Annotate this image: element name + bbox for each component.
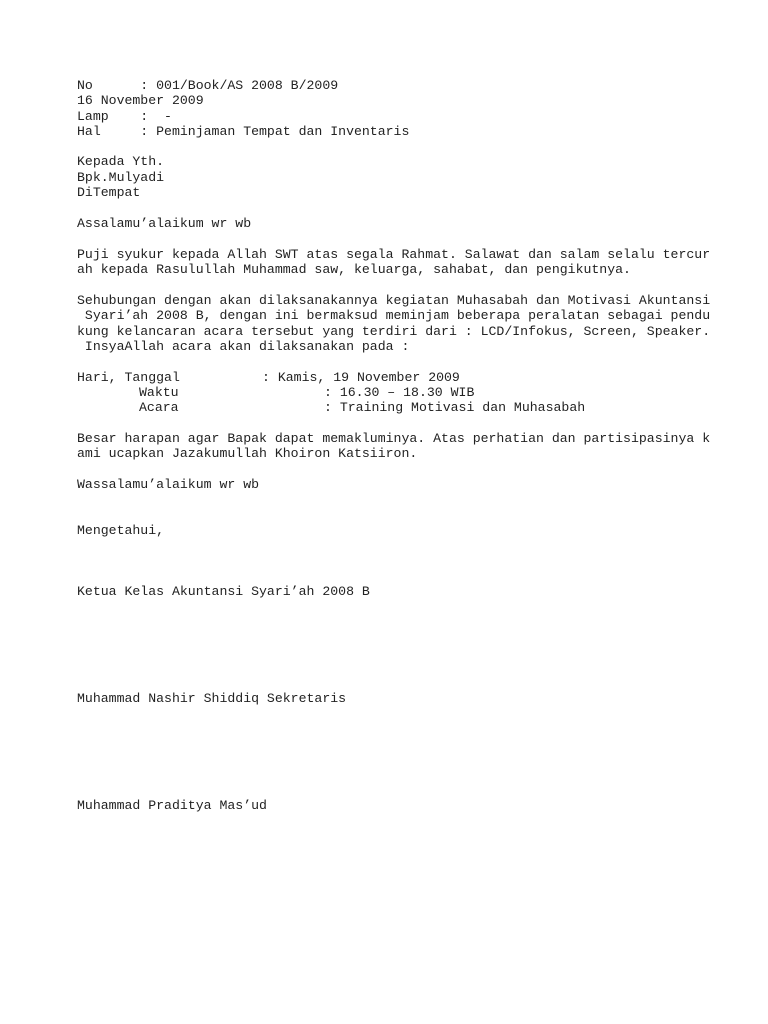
letter-date: 16 November 2009 — [77, 93, 204, 108]
secretary-name: Muhammad Praditya Mas’ud — [77, 798, 267, 813]
schedule-day-label: Hari, Tanggal — [77, 370, 180, 385]
letter-number: No : 001/Book/AS 2008 B/2009 — [77, 78, 339, 93]
paragraph2-line3: kung kelancaran acara tersebut yang terdiri dari : LCD/Infokus, Screen, Speaker. — [77, 324, 711, 339]
acknowledged-label: Mengetahui, — [77, 523, 165, 538]
paragraph1-line1: Puji syukur kepada Allah SWT atas segala Rahmat. Salawat dan salam selalu tercur — [77, 247, 711, 262]
chair-name-secretary: Muhammad Nashir Shiddiq Sekretaris — [77, 691, 347, 706]
paragraph2-line1: Sehubungan dengan akan dilaksanakannya kegiatan Muhasabah dan Motivasi Akuntansi — [77, 293, 711, 308]
schedule-event-value: : Training Motivasi dan Muhasabah — [324, 400, 586, 415]
recipient-name: Bpk.Mulyadi — [77, 170, 165, 185]
paragraph2-line2: Syari’ah 2008 B, dengan ini bermaksud meminjam beberapa peralatan sebagai pendu — [77, 308, 711, 323]
recipient-place: DiTempat — [77, 185, 141, 200]
closing-greeting: Wassalamu’alaikum wr wb — [77, 477, 260, 492]
schedule-event-label: Acara — [139, 400, 179, 415]
paragraph2-line4: InsyaAllah acara akan dilaksanakan pada : — [77, 339, 410, 354]
schedule-time-label: Waktu — [139, 385, 179, 400]
schedule-time-value: : 16.30 – 18.30 WIB — [324, 385, 475, 400]
greeting: Assalamu’alaikum wr wb — [77, 216, 252, 231]
subject-line: Hal : Peminjaman Tempat dan Inventaris — [77, 124, 410, 139]
attachment-line: Lamp : - — [77, 109, 172, 124]
recipient-salutation: Kepada Yth. — [77, 154, 165, 169]
paragraph1-line2: ah kepada Rasulullah Muhammad saw, keluarga, sahabat, dan pengikutnya. — [77, 262, 631, 277]
chair-title: Ketua Kelas Akuntansi Syari’ah 2008 B — [77, 584, 370, 599]
paragraph3-line2: ami ucapkan Jazakumullah Khoiron Katsiiron. — [77, 446, 418, 461]
schedule-day-value: : Kamis, 19 November 2009 — [262, 370, 460, 385]
paragraph3-line1: Besar harapan agar Bapak dapat memakluminya. Atas perhatian dan partisipasinya k — [77, 431, 711, 446]
